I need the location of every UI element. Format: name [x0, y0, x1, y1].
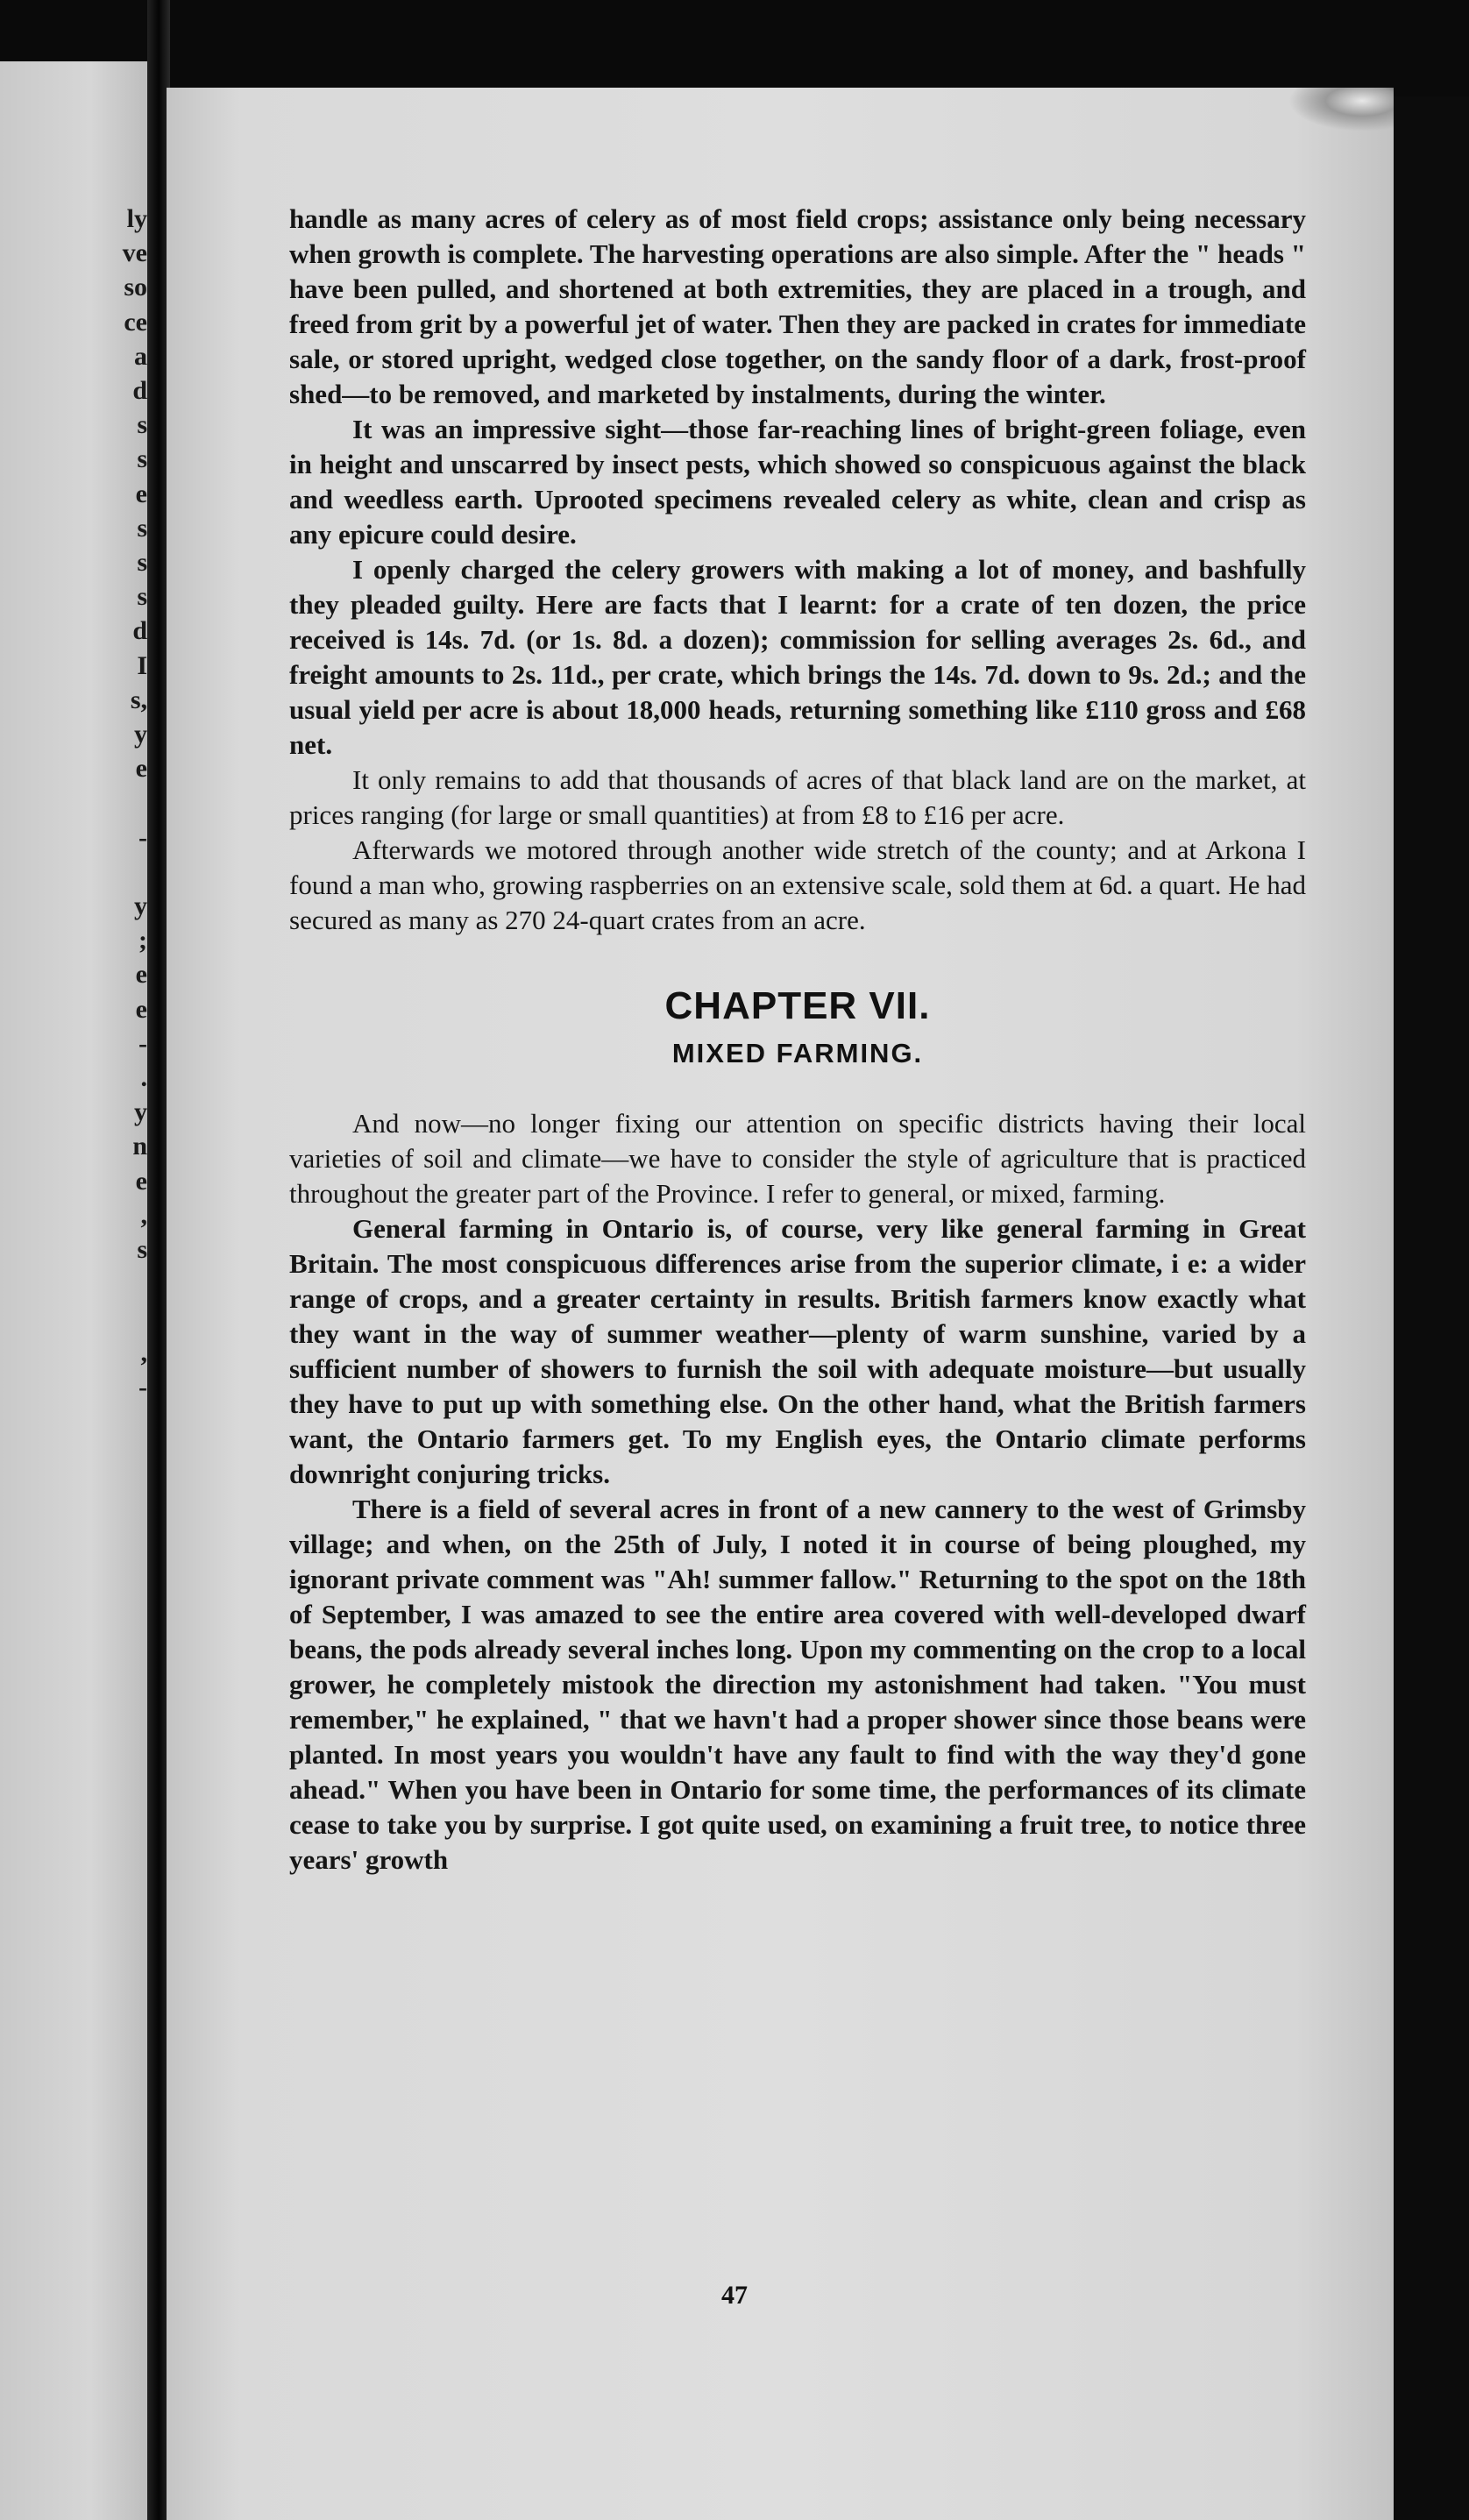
previous-page-fragment: d: [132, 616, 147, 646]
paragraph-grimsby-beans: There is a field of several acres in front of a new cannery to the west of Grimsby village; and when, on the 25th of July, I noted it in course of being ploughed, my ignorant private comment was "Ah! summer fallow." Returning to the spot on the 18th of September, I was amazed to see the entire area covered with well-developed dwarf beans, the pods already several inches long. Upon my commenting on the crop to a local grower, he completely mistook the direction my astonishment had taken. "You must remember," he explained, " that we havn't had a proper shower since those beans were planted. In most years you wouldn't have any fault to find with the way they'd gone ahead." When you have been in Ontario for some time, the performances of its climate cease to take you by surprise. I got quite used, on examining a fruit tree, to notice three years' growth: [289, 1494, 1306, 1875]
paragraph-land-prices: It only remains to add that thousands of acres of that black land are on the market, at prices ranging (for large or small quantities) at from £8 to £16 per acre.: [289, 764, 1306, 830]
previous-page-fragment: s: [137, 548, 147, 578]
chapter-title: CHAPTER VII.: [664, 984, 931, 1027]
previous-page-fragment: -: [138, 1028, 147, 1058]
previous-page-fragment: s: [137, 513, 147, 543]
previous-page-fragment: s: [137, 444, 147, 474]
previous-page-fragment: ce: [124, 307, 147, 337]
previous-page-fragment: -: [138, 822, 147, 852]
paragraph-celery-harvest: handle as many acres of celery as of most field crops; assistance only being necessary when growth is complete. The harvesting operations are also simple. After the " heads " have been pulled, and shortened at both extremities, they are placed in a trough, and freed from grit by a powerful jet of water. Then they are packed in crates for immediate sale, or stored upright, wedged close together, on the sandy floor of a dark, frost-proof shed—to be removed, and marketed by instalments, during the winter.: [289, 203, 1306, 409]
page-number: 47: [721, 2281, 748, 2310]
paragraph-impressive-sight: It was an impressive sight—those far-reaching lines of bright-green foliage, even in height and unscarred by insect pests, which showed so conspicuous against the black and weedless earth. Uprooted specimens revealed celery as white, clean and crisp as any epicure could desire.: [289, 414, 1306, 550]
previous-page-edge: [0, 61, 151, 2520]
previous-page-fragment: e: [135, 994, 147, 1024]
previous-page-fragment: [0, 1267, 151, 1301]
previous-page-fragment: [0, 1404, 151, 1438]
paragraph-arkona-raspberries: Afterwards we motored through another wide stretch of the county; and at Arkona I found a man who, growing raspberries on an extensive scale, sold them at 6d. a quart. He had secured as many as 270 24-quart crates from an acre.: [289, 834, 1306, 935]
previous-page-fragment: n: [132, 1132, 147, 1161]
previous-page-fragment: ,: [140, 1338, 147, 1367]
previous-page-fragment: [0, 855, 151, 889]
page-body: [289, 202, 1306, 1878]
paper-damage-corner: [1288, 88, 1394, 131]
paragraph-climate-comparison: General farming in Ontario is, of course, very like general farming in Great Britain. The most conspicuous differences arise from the superior climate, i e: a wider range of crops, and a greater certainty in results. British farmers know exactly what they want in the way of summer weather—plenty of warm sunshine, varied by a sufficient number of showers to furnish the soil with adequate moisture—but usually they have to put up with something else. On the other hand, what the British farmers want, the Ontario farmers get. To my English eyes, the Ontario climate performs downright conjuring tricks.: [289, 1213, 1306, 1489]
chapter-subtitle: MIXED FARMING.: [671, 1038, 924, 1068]
previous-page-fragment: y: [134, 1097, 147, 1127]
previous-page-fragment: .: [140, 1063, 147, 1093]
previous-page-fragment: e: [135, 1166, 147, 1196]
previous-page-fragment: s: [137, 1235, 147, 1265]
previous-page-fragment: e: [135, 960, 147, 990]
previous-page-fragment: s: [137, 410, 147, 440]
celery-section: [289, 202, 1306, 938]
mixed-farming-section: [289, 1106, 1306, 1878]
previous-page-line-endings: [0, 202, 151, 1438]
page-right-shadow: [1394, 96, 1469, 2520]
previous-page-fragment: ly: [126, 204, 147, 233]
previous-page-fragment: ,: [140, 1200, 147, 1230]
previous-page-fragment: d: [132, 376, 147, 406]
previous-page-fragment: y: [134, 891, 147, 921]
previous-page-fragment: I: [137, 650, 147, 680]
previous-page-fragment: s: [137, 582, 147, 612]
previous-page-fragment: s,: [130, 685, 147, 714]
previous-page-fragment: a: [134, 341, 147, 371]
previous-page-fragment: [0, 1302, 151, 1336]
previous-page-fragment: -: [138, 1372, 147, 1402]
previous-page-fragment: ve: [122, 238, 147, 268]
paragraph-celery-profits: I openly charged the celery growers with making a lot of money, and bashfully they pleaded guilty. Here are facts that I learnt: for a crate of ten dozen, the price received is 14s. 7d. (or 1s. 8d. a dozen); commission for selling averages 2s. 6d., and freight amounts to 2s. 11d., per crate, which brings the 14s. 7d. down to 9s. 2d.; and the usual yield per acre is about 18,000 heads, returning something like £110 gross and £68 net.: [289, 554, 1306, 760]
previous-page-fragment: so: [124, 273, 147, 302]
previous-page-fragment: e: [135, 479, 147, 508]
previous-page-fragment: [0, 785, 151, 820]
previous-page-fragment: ;: [138, 926, 147, 955]
previous-page-fragment: e: [135, 754, 147, 784]
previous-page-fragment: y: [134, 720, 147, 749]
paragraph-general-farming-intro: And now—no longer fixing our attention on specific districts having their local varieties of soil and climate—we have to consider the style of agriculture that is practiced throughout the greater part of the Province. I refer to general, or mixed, farming.: [289, 1108, 1306, 1209]
